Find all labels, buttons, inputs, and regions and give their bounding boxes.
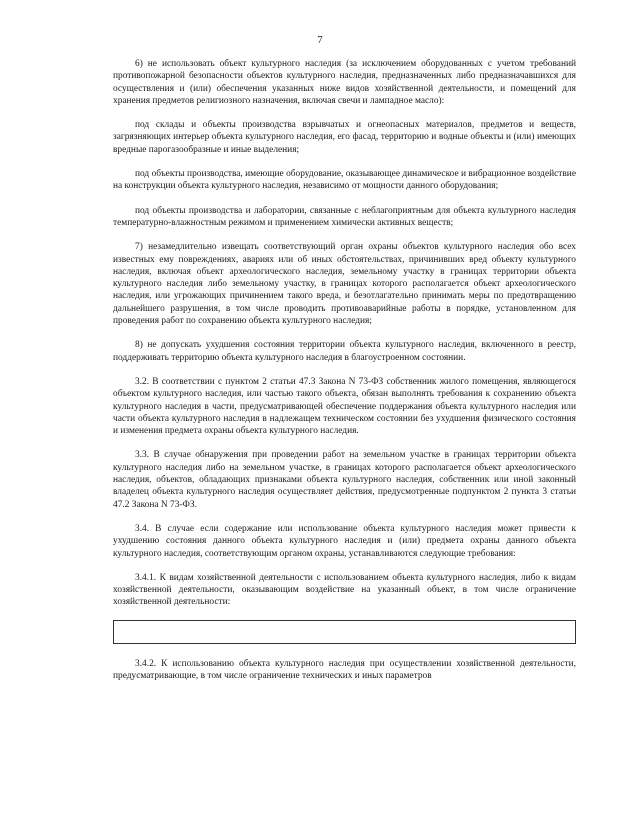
paragraph-7: 7) незамедлительно извещать соответствующий орган охраны объектов культурного наследия обо всех известных ему повреждениях, авариях или об иных обстоятельствах, причинивших вред объекту культурного наследия, включая объект археологического наследия, земельному участку в границах территории объекта культурного наследия либо земельному участку, в границах которого располагается объект археологического наследия, или угрожающих причинением такого вреда, и безотлагательно принимать меры по предотвращению дальнейшего разрушения, в том числе проводить противоаварийные работы в порядке, установленном для проведения работ по сохранению объекта культурного наследия; — [113, 242, 576, 327]
document-body — [113, 58, 576, 694]
paragraph-6-vibration: под объекты производства, имеющие оборудование, оказывающее динамическое и вибрационное воздействие на конструкции объекта культурного наследия, независимо от мощности данного оборудования; — [113, 169, 576, 192]
paragraph-3-2: 3.2. В соответствии с пунктом 2 статьи 47.3 Закона N 73-ФЗ собственник жилого помещения, являющегося объектом культурного наследия, или частью такого объекта, обязан выполнять требования к сохранению объекта культурного наследия в части, предусматривающей обеспечение поддержания объекта культурного наследия или части объекта культурного наследия в надлежащем техническом состоянии без ухудшения физического состояния и изменения предмета охраны объекта культурного наследия. — [113, 376, 576, 437]
paragraph-6-warehouses: под склады и объекты производства взрывчатых и огнеопасных материалов, предметов и веществ, загрязняющих интерьер объекта культурного наследия, его фасад, территорию и водные объекты и (или) имеющих вредные парогазообразные и иные выделения; — [113, 120, 576, 155]
paragraph-6-labs: под объекты производства и лаборатории, связанные с неблагоприятным для объекта культурного наследия температурно-влажностным режимом и применением химически активных веществ; — [113, 205, 576, 228]
empty-table-box — [113, 620, 576, 644]
paragraph-3-4-1: 3.4.1. К видам хозяйственной деятельности с использованием объекта культурного наследия, либо к видам хозяйственной деятельности, оказывающим воздействие на указанный объект, в том числе ограничение хозяйственной деятельности: — [113, 572, 576, 608]
paragraph-3-4: 3.4. В случае если содержание или использование объекта культурного наследия может привести к ухудшению состояния данного объекта культурного наследия и (или) предмета охраны данного объекта культурного наследия, соответствующим органом охраны, устанавливаются следующие требования: — [113, 523, 576, 559]
page-number: 7 — [317, 34, 323, 46]
paragraph-8: 8) не допускать ухудшения состояния территории объекта культурного наследия, включенного в реестр, поддерживать территорию объекта культурного наследия в благоустроенном состоянии. — [113, 340, 576, 363]
paragraph-6: 6) не использовать объект культурного наследия (за исключением оборудованных с учетом требований противопожарной безопасности объектов культурного наследия, предназначенных либо предназначавшихся для осуществления и (или) обеспечения указанных ниже видов хозяйственной деятельности, и помещений для хранения предметов религиозного назначения, включая свечи и лампадное масло): — [113, 59, 576, 106]
paragraph-3-3: 3.3. В случае обнаружения при проведении работ на земельном участке в границах территории объекта культурного наследия либо на земельном участке, в границах которого располагается объект археологического наследия, объектов, обладающих признаками объекта культурного наследия, собственник или иной законный владелец объекта культурного наследия осуществляет действия, предусмотренные подпунктом 2 пункта 3 статьи 47.2 Закона N 73-ФЗ. — [113, 450, 576, 510]
paragraph-3-4-2: 3.4.2. К использованию объекта культурного наследия при осуществлении хозяйственной деятельности, предусматривающие, в том числе ограничение технических и иных параметров — [113, 658, 576, 681]
